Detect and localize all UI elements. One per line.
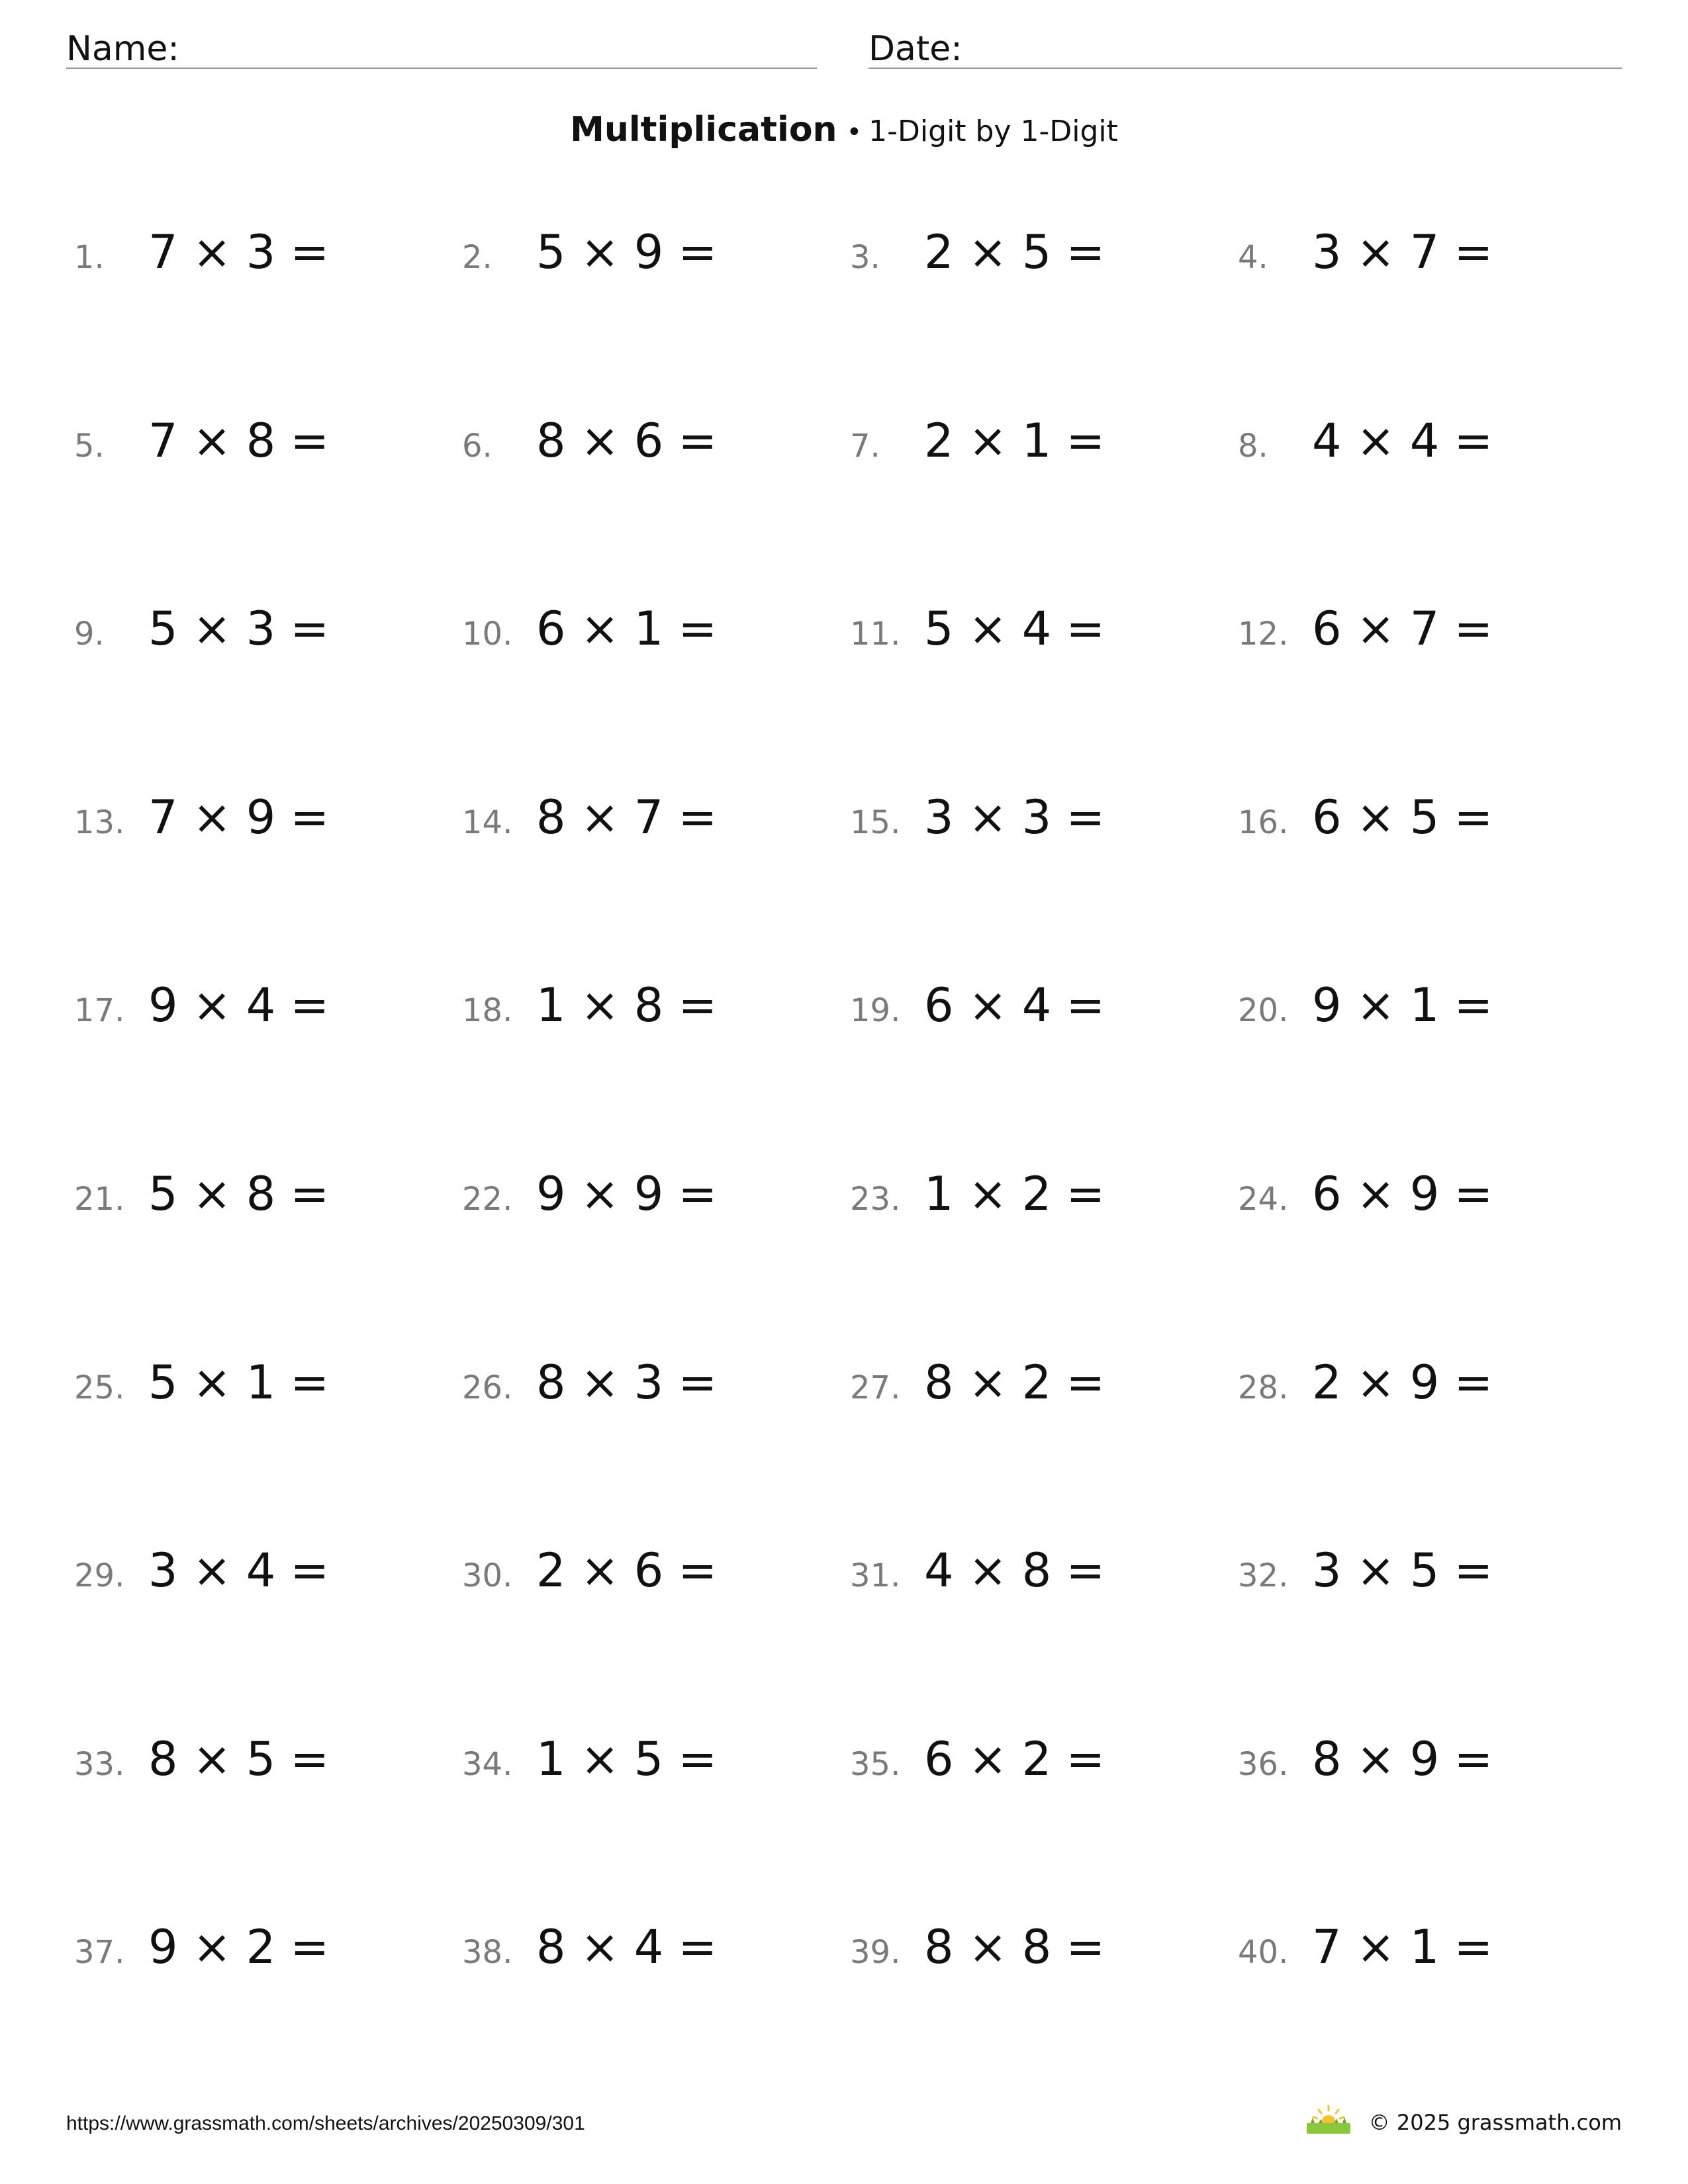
operator: × [192, 1166, 232, 1221]
problem-number: 24. [1238, 1180, 1289, 1218]
operand-left: 8 [536, 790, 566, 844]
operator: × [192, 602, 232, 657]
problem-number: 25. [74, 1369, 125, 1406]
problem-expression [536, 1167, 717, 1221]
problem-item [462, 1543, 850, 1610]
operand-left: 8 [1312, 1731, 1342, 1786]
operand-right: 8 [1021, 1543, 1052, 1598]
problem-expression [924, 1355, 1105, 1410]
operator: × [968, 1166, 1008, 1221]
operand-left: 4 [924, 1543, 954, 1598]
operand-right: 9 [246, 790, 276, 844]
operand-left: 1 [924, 1166, 954, 1221]
problem-expression [924, 414, 1105, 468]
problem-item [74, 1543, 462, 1610]
problem-number: 38. [462, 1934, 513, 1972]
operand-right: 2 [1021, 1731, 1052, 1786]
equals-sign: = [678, 225, 718, 279]
operand-right: 5 [1409, 1543, 1440, 1598]
problem-number: 34. [462, 1745, 513, 1783]
problem-item [74, 602, 462, 668]
operator: × [580, 790, 620, 844]
problem-number: 20. [1238, 992, 1289, 1030]
problem-number: 32. [1238, 1557, 1289, 1595]
problem-item [74, 1732, 462, 1798]
equals-sign: = [290, 978, 330, 1033]
problem-expression [148, 790, 329, 844]
problem-number: 11. [850, 615, 901, 653]
equals-sign: = [1454, 225, 1493, 279]
problem-number: 40. [1238, 1934, 1289, 1972]
operator: × [192, 1920, 232, 1975]
operand-right: 5 [246, 1731, 276, 1786]
problem-expression [536, 414, 717, 468]
operand-right: 6 [633, 1543, 664, 1598]
operator: × [580, 978, 620, 1033]
operand-left: 8 [536, 1920, 566, 1975]
problem-expression [1312, 1732, 1493, 1786]
operator: × [968, 602, 1008, 657]
operator: × [1356, 790, 1395, 844]
operator: × [580, 1355, 620, 1410]
sun-over-grass-icon [1305, 2105, 1352, 2140]
operand-left: 9 [148, 978, 178, 1033]
problem-item [462, 1732, 850, 1798]
problem-expression [924, 1920, 1105, 1974]
problem-item [850, 790, 1238, 856]
equals-sign: = [678, 790, 718, 844]
title-separator: • [846, 117, 863, 148]
operand-left: 9 [148, 1920, 178, 1975]
problem-grid [74, 225, 1623, 2091]
operator: × [580, 1920, 620, 1975]
operand-left: 1 [536, 1731, 566, 1786]
problem-expression [148, 1920, 329, 1974]
problem-item [1238, 602, 1623, 668]
problem-expression [1312, 1355, 1493, 1410]
problem-expression [1312, 978, 1493, 1032]
title-subtitle: 1-Digit by 1-Digit [868, 114, 1118, 148]
problem-number: 35. [850, 1745, 901, 1783]
operator: × [192, 1731, 232, 1786]
problem-item [462, 978, 850, 1044]
operand-right: 1 [246, 1355, 276, 1410]
problem-item [850, 978, 1238, 1044]
operand-left: 9 [536, 1166, 566, 1221]
operator: × [1356, 1543, 1395, 1598]
operand-right: 1 [1021, 413, 1052, 468]
problem-number: 39. [850, 1934, 901, 1972]
problem-item [850, 414, 1238, 480]
equals-sign: = [290, 1920, 330, 1975]
problem-item [74, 978, 462, 1044]
equals-sign: = [678, 1355, 718, 1410]
operand-left: 3 [1312, 225, 1342, 279]
operand-left: 4 [1312, 413, 1342, 468]
name-field[interactable] [66, 23, 817, 69]
equals-sign: = [290, 1543, 330, 1598]
operator: × [1356, 1355, 1395, 1410]
footer-url: https://www.grassmath.com/sheets/archives/20250309/301 [66, 2113, 585, 2134]
equals-sign: = [1454, 413, 1493, 468]
problem-number: 37. [74, 1934, 125, 1972]
operand-right: 1 [1409, 978, 1440, 1033]
problem-expression [536, 790, 717, 844]
problem-item [850, 1355, 1238, 1422]
operand-right: 8 [633, 978, 664, 1033]
operator: × [192, 413, 232, 468]
equals-sign: = [678, 978, 718, 1033]
equals-sign: = [290, 790, 330, 844]
equals-sign: = [1066, 602, 1105, 657]
operand-right: 4 [633, 1920, 664, 1975]
problem-expression [148, 978, 329, 1032]
operand-right: 5 [1021, 225, 1052, 279]
operand-left: 6 [924, 1731, 954, 1786]
problem-expression [924, 978, 1105, 1032]
equals-sign: = [290, 602, 330, 657]
operand-left: 8 [148, 1731, 178, 1786]
operand-left: 5 [924, 602, 954, 657]
problem-item [462, 602, 850, 668]
problem-item [462, 225, 850, 291]
operator: × [1356, 602, 1395, 657]
name-label: Name: [66, 29, 179, 69]
operand-right: 9 [633, 1166, 664, 1221]
operand-left: 3 [1312, 1543, 1342, 1598]
operand-left: 1 [536, 978, 566, 1033]
problem-item [74, 1355, 462, 1422]
operand-left: 6 [1312, 790, 1342, 844]
equals-sign: = [678, 602, 718, 657]
operand-right: 3 [633, 1355, 664, 1410]
problem-expression [148, 1732, 329, 1786]
problem-item [1238, 1543, 1623, 1610]
problem-item [850, 1732, 1238, 1798]
operator: × [968, 1731, 1008, 1786]
problem-item [462, 414, 850, 480]
operator: × [968, 225, 1008, 279]
problem-number: 4. [1238, 239, 1268, 276]
operand-right: 1 [1409, 1920, 1440, 1975]
equals-sign: = [1066, 225, 1105, 279]
operand-right: 8 [246, 413, 276, 468]
problem-expression [1312, 225, 1493, 279]
equals-sign: = [678, 1166, 718, 1221]
problem-expression [1312, 1920, 1493, 1974]
operand-right: 4 [246, 978, 276, 1033]
problem-item [1238, 1167, 1623, 1233]
operator: × [192, 790, 232, 844]
operand-right: 5 [633, 1731, 664, 1786]
problem-item [74, 790, 462, 856]
problem-item [1238, 414, 1623, 480]
operator: × [580, 225, 620, 279]
problem-expression [924, 790, 1105, 844]
problem-expression [536, 1355, 717, 1410]
equals-sign: = [678, 1543, 718, 1598]
equals-sign: = [1454, 1920, 1493, 1975]
problem-number: 31. [850, 1557, 901, 1595]
problem-item [850, 1167, 1238, 1233]
problem-item [462, 1167, 850, 1233]
equals-sign: = [1066, 1355, 1105, 1410]
operator: × [580, 602, 620, 657]
operand-right: 4 [1021, 978, 1052, 1033]
problem-expression [536, 602, 717, 656]
operand-right: 1 [633, 602, 664, 657]
operand-right: 7 [633, 790, 664, 844]
operator: × [1356, 1731, 1395, 1786]
problem-item [1238, 1355, 1623, 1422]
equals-sign: = [1454, 1355, 1493, 1410]
equals-sign: = [1066, 1543, 1105, 1598]
operand-left: 5 [148, 1166, 178, 1221]
problem-expression [536, 1920, 717, 1974]
operator: × [192, 1355, 232, 1410]
operand-right: 4 [246, 1543, 276, 1598]
operator: × [968, 1543, 1008, 1598]
problem-item [74, 1920, 462, 1986]
date-field[interactable] [868, 23, 1622, 69]
footer-credit [1305, 2105, 1622, 2140]
equals-sign: = [1066, 1166, 1105, 1221]
equals-sign: = [290, 1355, 330, 1410]
operator: × [968, 790, 1008, 844]
equals-sign: = [1066, 790, 1105, 844]
operand-left: 8 [924, 1920, 954, 1975]
problem-number: 23. [850, 1180, 901, 1218]
operand-right: 8 [1021, 1920, 1052, 1975]
problem-item [74, 225, 462, 291]
problem-expression [1312, 602, 1493, 656]
operand-right: 4 [1409, 413, 1440, 468]
problem-expression [148, 1355, 329, 1410]
operator: × [1356, 413, 1395, 468]
problem-item [1238, 225, 1623, 291]
problem-expression [924, 1732, 1105, 1786]
operator: × [968, 413, 1008, 468]
operand-right: 9 [633, 225, 664, 279]
problem-expression [148, 414, 329, 468]
problem-item [74, 414, 462, 480]
problem-expression [924, 225, 1105, 279]
operand-left: 5 [148, 602, 178, 657]
equals-sign: = [1454, 978, 1493, 1033]
problem-expression [536, 978, 717, 1032]
equals-sign: = [1066, 413, 1105, 468]
problem-item [850, 1543, 1238, 1610]
operand-right: 7 [1409, 602, 1440, 657]
problem-number: 19. [850, 992, 901, 1030]
problem-number: 18. [462, 992, 513, 1030]
problem-number: 22. [462, 1180, 513, 1218]
equals-sign: = [290, 225, 330, 279]
operand-left: 8 [536, 1355, 566, 1410]
problem-number: 21. [74, 1180, 125, 1218]
operand-left: 7 [148, 225, 178, 279]
equals-sign: = [1066, 1731, 1105, 1786]
operand-left: 6 [1312, 602, 1342, 657]
operator: × [580, 1166, 620, 1221]
problem-expression [1312, 1167, 1493, 1221]
problem-item [462, 790, 850, 856]
problem-number: 3. [850, 239, 880, 276]
operator: × [1356, 225, 1395, 279]
problem-expression [924, 1167, 1105, 1221]
problem-expression [536, 225, 717, 279]
problem-number: 15. [850, 803, 901, 841]
operand-right: 9 [1409, 1731, 1440, 1786]
equals-sign: = [290, 1731, 330, 1786]
operand-left: 7 [148, 790, 178, 844]
equals-sign: = [1454, 790, 1493, 844]
operand-left: 7 [148, 413, 178, 468]
problem-number: 30. [462, 1557, 513, 1595]
operand-right: 3 [246, 225, 276, 279]
copyright-text: © 2025 grassmath.com [1368, 2110, 1622, 2135]
operand-left: 2 [1312, 1355, 1342, 1410]
operand-left: 3 [148, 1543, 178, 1598]
equals-sign: = [1066, 1920, 1105, 1975]
problem-number: 2. [462, 239, 492, 276]
equals-sign: = [1454, 602, 1493, 657]
operand-left: 2 [924, 413, 954, 468]
problem-item [850, 225, 1238, 291]
problem-item [462, 1920, 850, 1986]
problem-expression [148, 602, 329, 656]
problem-number: 33. [74, 1745, 125, 1783]
operator: × [968, 1355, 1008, 1410]
problem-expression [1312, 790, 1493, 844]
operator: × [580, 413, 620, 468]
operand-right: 7 [1409, 225, 1440, 279]
problem-number: 9. [74, 615, 105, 653]
operand-left: 2 [924, 225, 954, 279]
problem-number: 10. [462, 615, 513, 653]
equals-sign: = [1454, 1543, 1493, 1598]
problem-item [1238, 1732, 1623, 1798]
problem-expression [148, 225, 329, 279]
operator: × [580, 1543, 620, 1598]
operand-right: 3 [246, 602, 276, 657]
operand-left: 7 [1312, 1920, 1342, 1975]
equals-sign: = [290, 413, 330, 468]
problem-expression [1312, 414, 1493, 468]
problem-number: 29. [74, 1557, 125, 1595]
operand-left: 5 [148, 1355, 178, 1410]
operand-left: 8 [924, 1355, 954, 1410]
problem-item [1238, 790, 1623, 856]
operand-right: 6 [633, 413, 664, 468]
operand-right: 9 [1409, 1355, 1440, 1410]
problem-item [1238, 1920, 1623, 1986]
operator: × [192, 978, 232, 1033]
operand-left: 6 [1312, 1166, 1342, 1221]
operator: × [580, 1731, 620, 1786]
problem-expression [924, 602, 1105, 656]
title-main: Multiplication [570, 110, 837, 150]
operand-left: 6 [924, 978, 954, 1033]
problem-item [850, 602, 1238, 668]
equals-sign: = [290, 1166, 330, 1221]
problem-item [850, 1920, 1238, 1986]
operand-right: 4 [1021, 602, 1052, 657]
problem-number: 16. [1238, 803, 1289, 841]
operator: × [192, 1543, 232, 1598]
operator: × [968, 1920, 1008, 1975]
problem-expression [1312, 1543, 1493, 1598]
problem-item [1238, 978, 1623, 1044]
operand-right: 2 [1021, 1355, 1052, 1410]
problem-expression [924, 1543, 1105, 1598]
problem-expression [536, 1732, 717, 1786]
problem-number: 1. [74, 239, 105, 276]
date-label: Date: [868, 29, 962, 69]
problem-expression [536, 1543, 717, 1598]
problem-number: 5. [74, 427, 105, 465]
equals-sign: = [678, 1731, 718, 1786]
operand-left: 2 [536, 1543, 566, 1598]
problem-number: 17. [74, 992, 125, 1030]
equals-sign: = [1066, 978, 1105, 1033]
operand-left: 9 [1312, 978, 1342, 1033]
equals-sign: = [1454, 1731, 1493, 1786]
equals-sign: = [678, 1920, 718, 1975]
operand-right: 9 [1409, 1166, 1440, 1221]
equals-sign: = [678, 413, 718, 468]
problem-number: 28. [1238, 1369, 1289, 1406]
operand-right: 8 [246, 1166, 276, 1221]
problem-number: 13. [74, 803, 125, 841]
problem-number: 7. [850, 427, 880, 465]
page-title [0, 106, 1688, 156]
equals-sign: = [1454, 1166, 1493, 1221]
problem-expression [148, 1167, 329, 1221]
operator: × [968, 978, 1008, 1033]
operator: × [1356, 1920, 1395, 1975]
problem-expression [148, 1543, 329, 1598]
operand-left: 8 [536, 413, 566, 468]
operator: × [1356, 1166, 1395, 1221]
problem-item [74, 1167, 462, 1233]
operand-left: 6 [536, 602, 566, 657]
operator: × [192, 225, 232, 279]
problem-number: 36. [1238, 1745, 1289, 1783]
problem-number: 14. [462, 803, 513, 841]
operator: × [1356, 978, 1395, 1033]
problem-number: 27. [850, 1369, 901, 1406]
problem-number: 8. [1238, 427, 1268, 465]
operand-right: 5 [1409, 790, 1440, 844]
operand-right: 2 [246, 1920, 276, 1975]
operand-left: 5 [536, 225, 566, 279]
problem-number: 26. [462, 1369, 513, 1406]
problem-number: 6. [462, 427, 492, 465]
operand-left: 3 [924, 790, 954, 844]
operand-right: 3 [1021, 790, 1052, 844]
problem-item [462, 1355, 850, 1422]
operand-right: 2 [1021, 1166, 1052, 1221]
problem-number: 12. [1238, 615, 1289, 653]
